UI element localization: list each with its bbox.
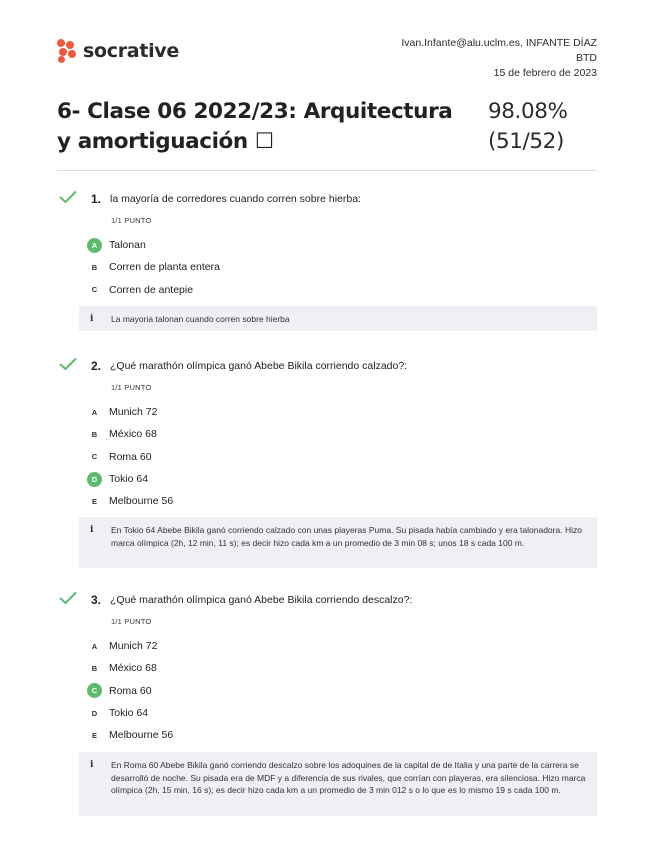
- option-text: Corren de antepie: [109, 283, 194, 296]
- quiz-title: 6- Clase 06 2022/23: Arquitectura y amortiguación ☐: [57, 99, 453, 154]
- explanation-text: En Tokio 64 Abebe Bikila ganó corriendo calzado con unas playeras Puma. Su pisada había cambiado y era talonadora. Hizo marca olímpica (2h, 12 min, 11 s); es decir hizo cada km a un promedio de 3 min 08 s; unos 18 s cada 100 m.: [111, 525, 582, 548]
- question-points: 1/1 PUNTO: [111, 617, 152, 626]
- option-c: [87, 680, 173, 702]
- check-icon: [59, 190, 77, 204]
- option-letter: B: [91, 429, 98, 439]
- option-a: [87, 635, 173, 657]
- option-d: [87, 468, 173, 490]
- option-text: Munich 72: [109, 406, 158, 419]
- question-number: 1.: [91, 192, 102, 206]
- user-email: Ivan.Infante@alu.uclm.es, INFANTE DÍAZ: [401, 37, 597, 49]
- options-list: [87, 401, 173, 512]
- question-number: 2.: [91, 359, 102, 373]
- info-icon: i: [90, 314, 94, 324]
- option-letter: A: [87, 238, 102, 253]
- option-letter: D: [87, 472, 102, 487]
- question-points: 1/1 PUNTO: [111, 216, 152, 225]
- option-b: [87, 256, 220, 278]
- user-meta: [401, 36, 597, 81]
- option-d: [87, 702, 173, 724]
- option-letter: B: [91, 663, 98, 673]
- option-text: Tokio 64: [109, 707, 149, 720]
- option-text: México 68: [109, 662, 157, 675]
- option-e: [87, 490, 173, 512]
- option-text: Munich 72: [109, 640, 158, 653]
- option-letter: A: [91, 641, 98, 651]
- option-c: [87, 279, 220, 301]
- explanation-box: [79, 517, 597, 568]
- question-points: 1/1 PUNTO: [111, 383, 152, 392]
- options-list: [87, 234, 220, 301]
- user-group: BTD: [576, 52, 597, 64]
- brand-name: socrative: [83, 40, 179, 62]
- option-a: [87, 234, 220, 256]
- option-text: Talonan: [109, 239, 146, 252]
- quiz-score: [488, 97, 568, 157]
- socrative-logo-icon: [57, 39, 79, 63]
- option-letter: B: [91, 262, 98, 272]
- options-list: [87, 635, 173, 746]
- option-text: Corren de planta entera: [109, 261, 220, 274]
- score-fraction: (51/52): [488, 129, 564, 154]
- check-icon: [59, 357, 77, 371]
- info-icon: i: [90, 760, 94, 770]
- option-text: Melbourne 56: [109, 729, 174, 742]
- option-letter: E: [91, 496, 97, 506]
- option-letter: C: [87, 683, 102, 698]
- option-e: [87, 724, 173, 746]
- option-a: [87, 401, 173, 423]
- option-letter: E: [91, 730, 97, 740]
- option-letter: D: [91, 708, 98, 718]
- option-text: Tokio 64: [109, 473, 149, 486]
- explanation-box: [79, 752, 597, 816]
- option-b: [87, 423, 173, 445]
- socrative-logo: [57, 39, 179, 63]
- info-icon: i: [90, 525, 94, 535]
- explanation-box: [79, 306, 597, 331]
- explanation-text: En Roma 60 Abebe Bikila ganó corriendo descalzo sobre los adoquines de la capital de de Italia y una parte de la carrera se desarrolló de noche. Su pisada era de MDF y a diferencia de sus rivales, que corrían con playeras, era silenciosa. Hizo marca olímpica (2h, 15 min, 16 s); es decir hizo cada km a un promedio de 3 min 012 s o lo que es lo mismo 19 s cada 100 m.: [111, 760, 586, 795]
- score-percent: 98.08%: [488, 99, 568, 124]
- option-text: Roma 60: [109, 684, 152, 697]
- question-text: ¿Qué marathón olímpica ganó Abebe Bikila corriendo descalzo?:: [110, 594, 413, 606]
- question-text: la mayoría de corredores cuando corren sobre hierba:: [110, 193, 361, 205]
- option-text: Roma 60: [109, 450, 152, 463]
- header: [57, 36, 597, 86]
- explanation-text: La mayoria talonan cuando corren sobre hierba: [111, 314, 290, 324]
- option-letter: C: [91, 285, 98, 295]
- question-number: 3.: [91, 593, 102, 607]
- report-date: 15 de febrero de 2023: [493, 67, 597, 79]
- option-text: México 68: [109, 428, 157, 441]
- option-b: [87, 657, 173, 679]
- option-letter: A: [91, 407, 98, 417]
- option-text: Melbourne 56: [109, 495, 174, 508]
- question-text: ¿Qué marathón olímpica ganó Abebe Bikila corriendo calzado?:: [110, 360, 408, 372]
- check-icon: [59, 591, 77, 605]
- option-letter: C: [91, 452, 98, 462]
- option-c: [87, 446, 173, 468]
- divider: [57, 170, 597, 171]
